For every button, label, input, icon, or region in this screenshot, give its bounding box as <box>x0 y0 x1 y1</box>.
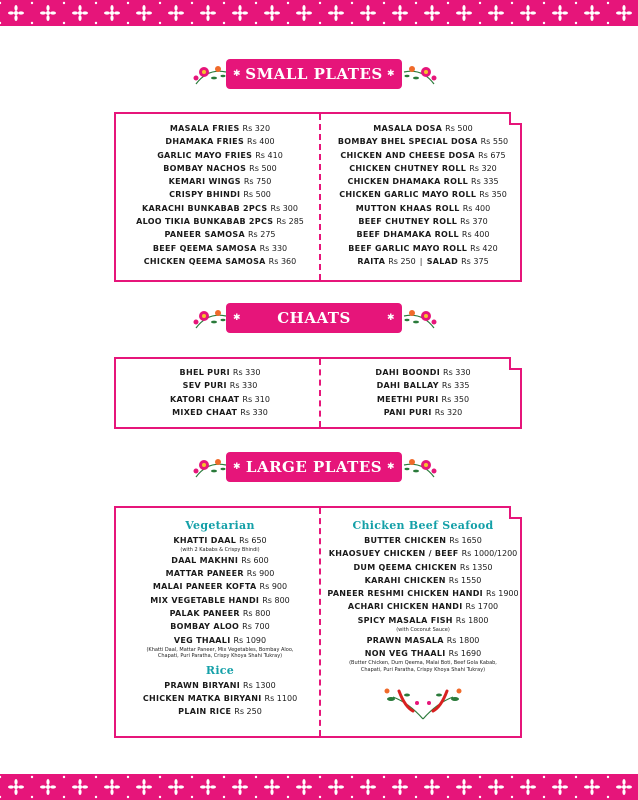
menu-item-raita-salad: RAITA Rs 250 | SALAD Rs 375 <box>357 256 489 266</box>
floral-flourish-right-icon <box>400 453 440 483</box>
chaats-right-column <box>326 366 520 419</box>
menu-item: BEEF CHUTNEY ROLL Rs 370 <box>358 217 488 227</box>
small-plates-left-column <box>122 122 318 268</box>
menu-item: KHATTI DAAL Rs 650 <box>173 536 267 545</box>
floral-flourish-right-icon <box>400 60 440 90</box>
flower-pattern-bottom <box>0 774 638 800</box>
large-plates-header <box>0 452 638 484</box>
floral-flourish-left-icon <box>190 304 230 334</box>
section-title-small-plates <box>226 59 402 89</box>
item-note: (with Coconut Sauce) <box>396 627 450 634</box>
star-icon: ✱ <box>233 69 242 79</box>
chaats-left-column <box>122 366 318 419</box>
chaats-header <box>0 303 638 335</box>
menu-item: PALAK PANEER Rs 800 <box>169 608 271 618</box>
menu-item: PANEER RESHMI CHICKEN HANDI Rs 1900 <box>327 589 519 599</box>
menu-item: MATTAR PANEER Rs 900 <box>165 569 275 579</box>
menu-item: DAAL MAKHNI Rs 600 <box>171 555 269 565</box>
bottom-pattern-band <box>0 774 638 800</box>
menu-item: BEEF GARLIC MAYO ROLL Rs 420 <box>348 243 498 253</box>
large-plates-panel <box>114 506 522 738</box>
item-note: (Khatti Daal, Mattar Paneer, Mix Vegetables, Bombay Aloo, <box>146 646 294 653</box>
menu-item: MIXED CHAAT Rs 330 <box>172 407 268 417</box>
floral-flourish-left-icon <box>190 453 230 483</box>
menu-item: KATORI CHAAT Rs 310 <box>170 394 270 404</box>
menu-item: ACHARI CHICKEN HANDI Rs 1700 <box>347 602 499 612</box>
chaats-panel <box>114 357 522 429</box>
floral-flourish-left-icon <box>190 60 230 90</box>
floral-flourish-right-icon <box>400 304 440 334</box>
item-note: (with 2 Kababs & Crispy Bhindi) <box>180 547 260 554</box>
star-icon: ✱ <box>233 313 242 323</box>
large-plates-right-column <box>326 518 520 725</box>
menu-item: BOMBAY NACHOS Rs 500 <box>163 163 277 173</box>
section-title-chaats <box>226 303 402 333</box>
star-icon: ✱ <box>386 313 395 323</box>
menu-item: BEEF DHAMAKA ROLL Rs 400 <box>356 230 490 240</box>
menu-item: MEETHI PURI Rs 350 <box>376 394 470 404</box>
menu-item: VEG THAALI Rs 1090 <box>173 635 267 645</box>
menu-item: GARLIC MAYO FRIES Rs 410 <box>157 150 283 160</box>
subheading-rice: Rice <box>205 663 235 677</box>
menu-item: BOMBAY ALOO Rs 700 <box>170 622 270 632</box>
menu-item: NON VEG THAALI Rs 1690 <box>364 648 482 658</box>
menu-item: SPICY MASALA FISH Rs 1800 <box>357 615 489 625</box>
menu-item: ALOO TIKIA BUNKABAB 2PCS Rs 285 <box>136 217 304 227</box>
menu-item: PLAIN RICE Rs 250 <box>178 707 262 717</box>
menu-item: MUTTON KHAAS ROLL Rs 400 <box>355 203 491 213</box>
menu-item: PRAWN MASALA Rs 1800 <box>366 635 480 645</box>
star-icon: ✱ <box>386 69 395 79</box>
top-pattern-band <box>0 0 638 26</box>
flower-pattern-top <box>0 0 638 26</box>
star-icon: ✱ <box>386 462 395 472</box>
chili-floral-ornament-icon <box>379 681 467 721</box>
menu-item: DAHI BALLAY Rs 335 <box>376 381 470 391</box>
section-title-text: LARGE PLATES <box>245 458 383 476</box>
item-note: (Butter Chicken, Dum Qeema, Malai Boti, Beef Gola Kabab, <box>349 660 497 667</box>
menu-item: CHICKEN DHAMAKA ROLL Rs 335 <box>347 177 499 187</box>
menu-item: KARACHI BUNKABAB 2PCS Rs 300 <box>142 203 298 213</box>
item-note: Chapati, Puri Paratha, Crispy Khoya Shahi Tukray) <box>157 653 283 660</box>
menu-item: KHAOSUEY CHICKEN / BEEF Rs 1000/1200 <box>328 549 518 559</box>
menu-item: MASALA DOSA Rs 500 <box>373 124 473 133</box>
section-title-text: CHAATS <box>277 309 351 327</box>
menu-item: MIX VEGETABLE HANDI Rs 800 <box>150 595 290 605</box>
menu-item: CHICKEN GARLIC MAYO ROLL Rs 350 <box>339 190 507 200</box>
column-divider <box>319 114 321 280</box>
menu-item: KEMARI WINGS Rs 750 <box>168 177 272 187</box>
menu-item: BOMBAY BHEL SPECIAL DOSA Rs 550 <box>337 137 509 147</box>
large-plates-left-column <box>122 518 318 719</box>
small-plates-panel <box>114 112 522 282</box>
menu-item: BEEF QEEMA SAMOSA Rs 330 <box>152 243 288 253</box>
subheading-vegetarian: Vegetarian <box>185 519 255 532</box>
column-divider <box>319 359 321 427</box>
menu-item: SEV PURI Rs 330 <box>182 381 258 391</box>
small-plates-header <box>0 59 638 91</box>
menu-item: PANI PURI Rs 320 <box>383 407 463 417</box>
menu-item: CHICKEN MATKA BIRYANI Rs 1100 <box>142 694 298 704</box>
menu-item: DUM QEEMA CHICKEN Rs 1350 <box>353 562 493 572</box>
menu-item: DAHI BOONDI Rs 330 <box>375 368 471 377</box>
menu-item: CHICKEN AND CHEESE DOSA Rs 675 <box>340 150 506 160</box>
menu-item: KARAHI CHICKEN Rs 1550 <box>364 575 482 585</box>
menu-item: CRISPY BHINDI Rs 500 <box>169 190 271 200</box>
section-title-large-plates <box>226 452 402 482</box>
menu-item: PANEER SAMOSA Rs 275 <box>164 230 276 240</box>
item-note: Chapati, Puri Paratha, Crispy Khoya Shahi Tukray) <box>360 666 486 673</box>
section-title-text: SMALL PLATES <box>245 65 383 83</box>
menu-item: MASALA FRIES Rs 320 <box>169 124 271 133</box>
menu-item: BUTTER CHICKEN Rs 1650 <box>364 536 482 545</box>
column-divider <box>319 508 321 736</box>
menu-item: MALAI PANEER KOFTA Rs 900 <box>152 582 288 592</box>
subheading-chicken-beef-seafood: Chicken Beef Seafood <box>352 519 494 532</box>
menu-item: BHEL PURI Rs 330 <box>179 368 261 377</box>
menu-item: CHICKEN QEEMA SAMOSA Rs 360 <box>143 256 297 266</box>
menu-item: DHAMAKA FRIES Rs 400 <box>165 137 275 147</box>
star-icon: ✱ <box>233 462 242 472</box>
menu-item: CHICKEN CHUTNEY ROLL Rs 320 <box>349 163 497 173</box>
small-plates-right-column <box>326 122 520 268</box>
menu-item: PRAWN BIRYANI Rs 1300 <box>164 680 276 690</box>
